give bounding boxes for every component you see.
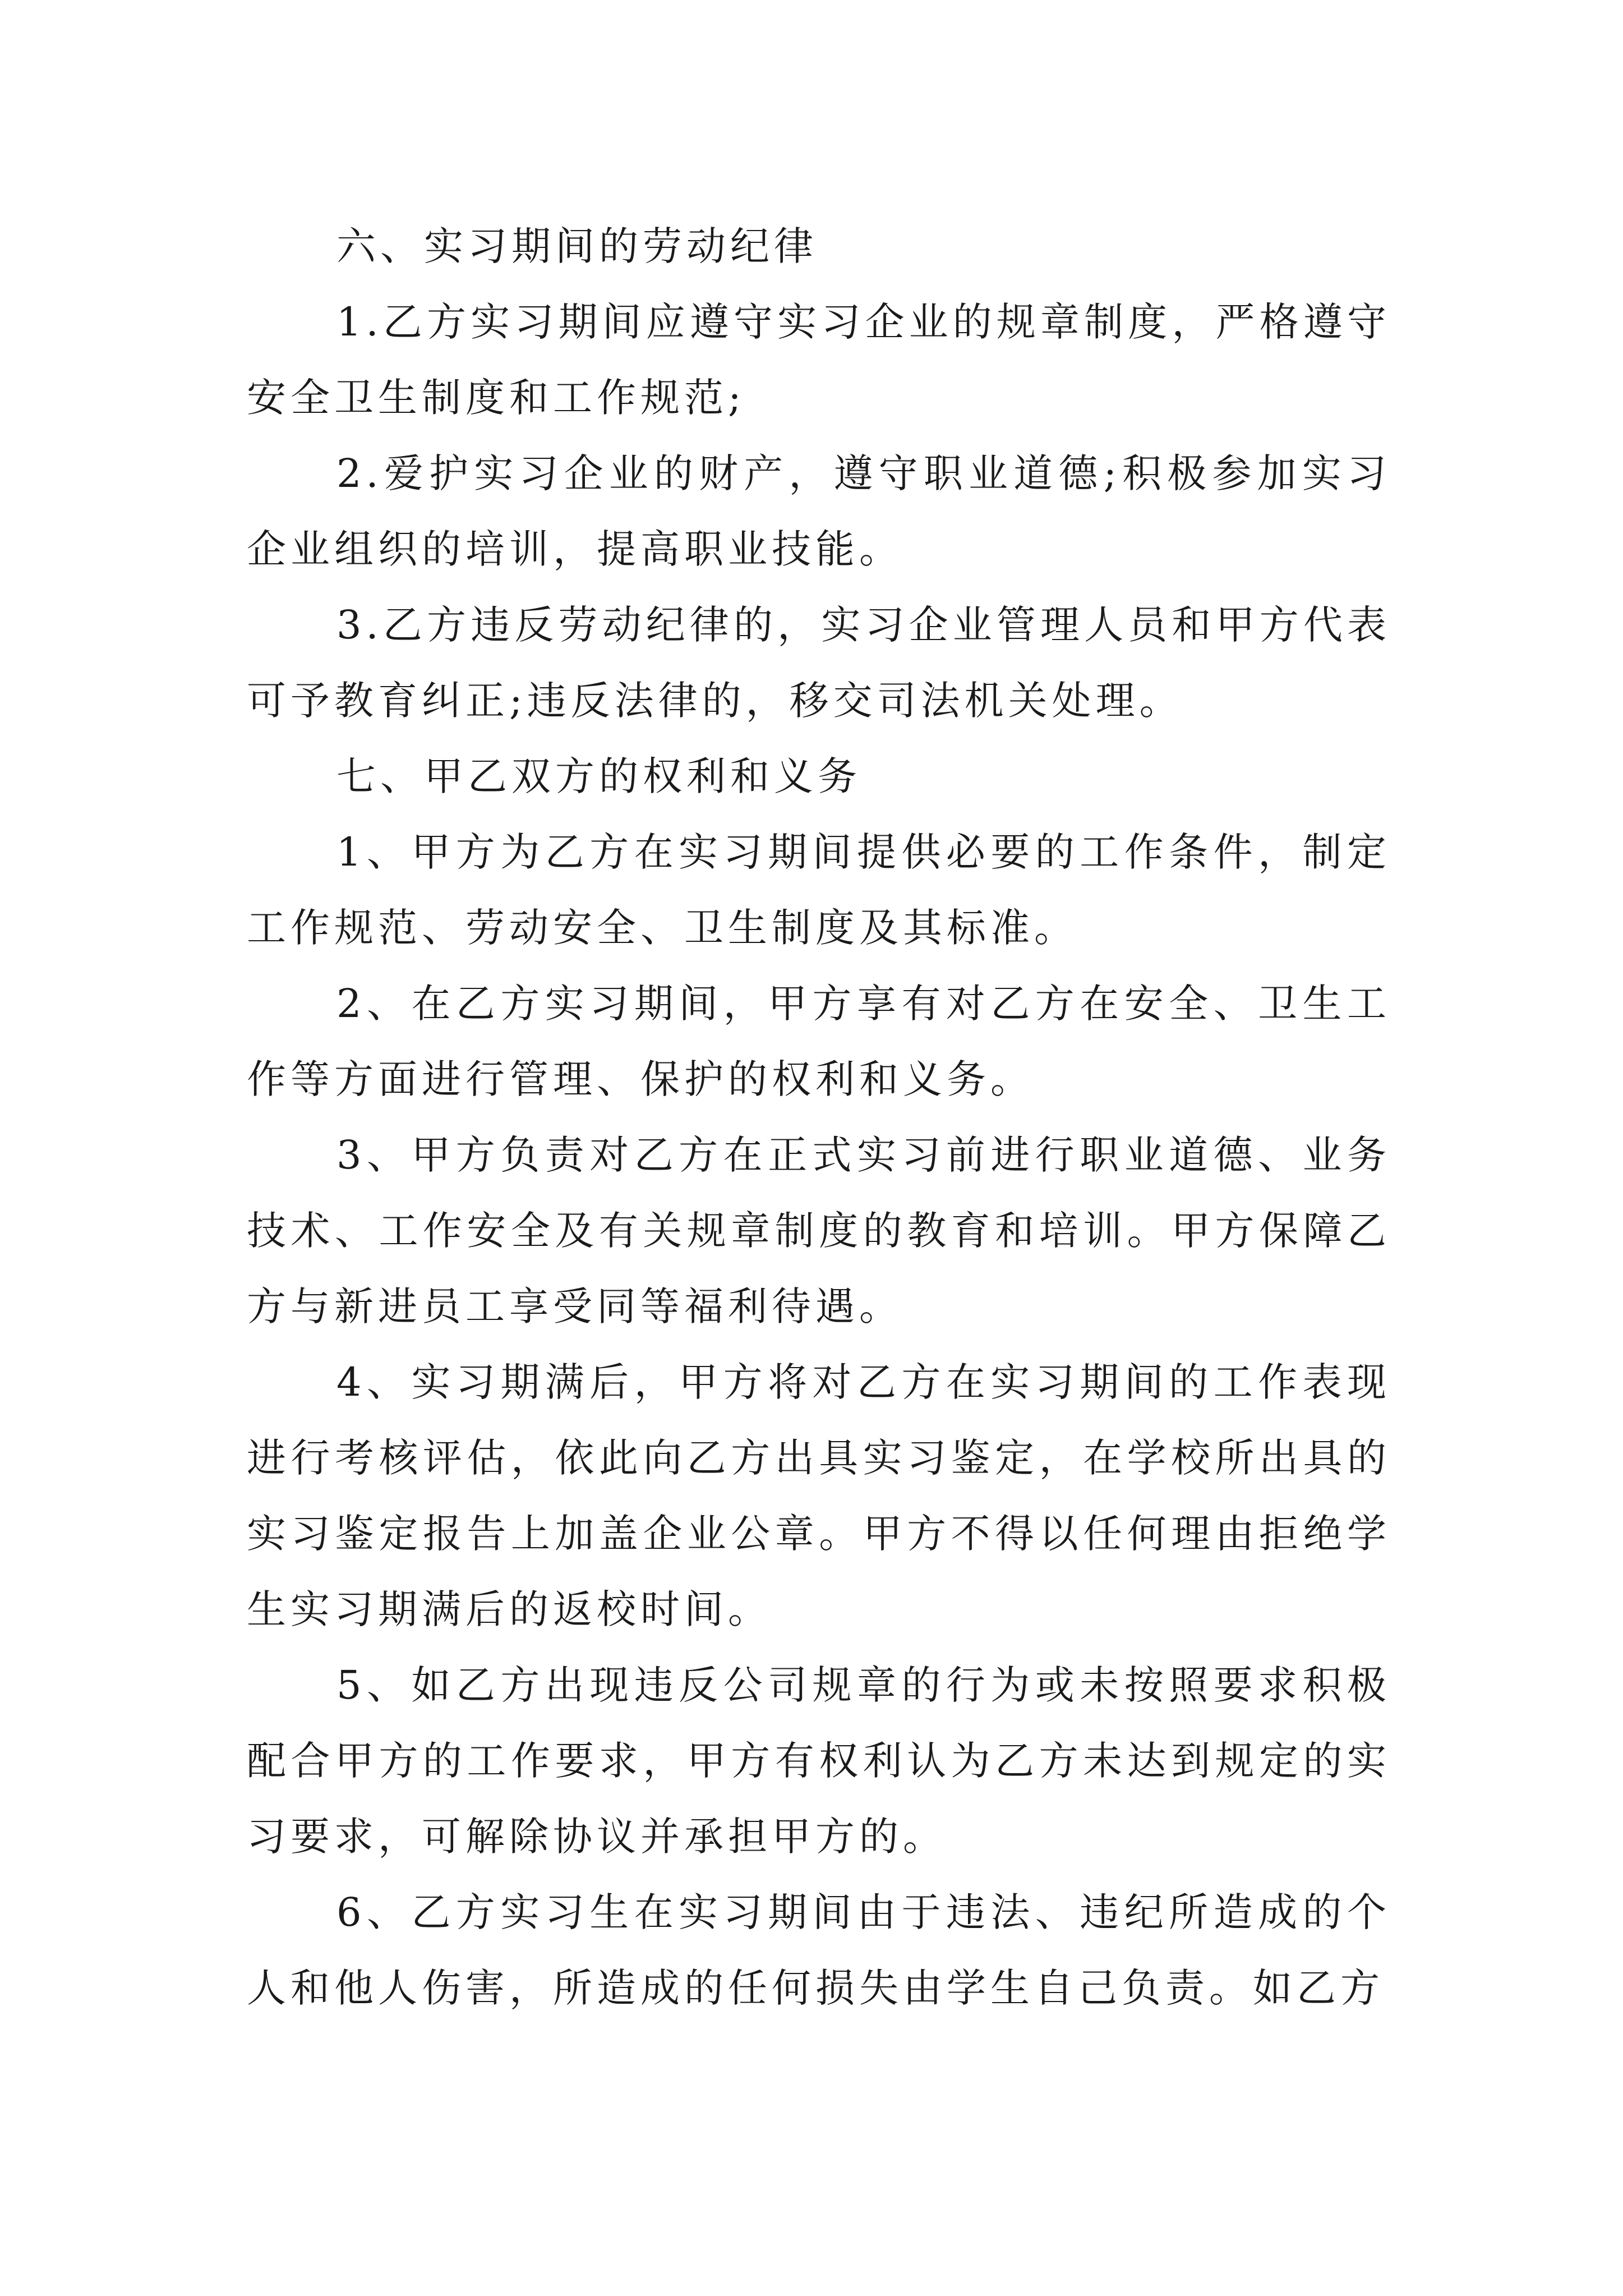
paragraph: 1、甲方为乙方在实习期间提供必要的工作条件，制定工作规范、劳动安全、卫生制度及其标准。 xyxy=(247,829,1391,951)
paragraph: 3.乙方违反劳动纪律的，实习企业管理人员和甲方代表可予教育纠正;违反法律的，移交司法机关处理。 xyxy=(247,602,1391,724)
section-heading-rights-obligations: 七、甲乙双方的权利和义务 xyxy=(336,753,861,799)
section-heading-labor-discipline: 六、实习期间的劳动纪律 xyxy=(336,223,818,269)
document-body xyxy=(247,209,1391,2026)
paragraph: 3、甲方负责对乙方在正式实习前进行职业道德、业务技术、工作安全及有关规章制度的教育和培训。甲方保障乙方与新进员工享受同等福利待遇。 xyxy=(247,1132,1391,1329)
paragraph: 2.爱护实习企业的财产，遵守职业道德;积极参加实习企业组织的培训，提高职业技能。 xyxy=(247,450,1391,572)
paragraph: 6、乙方实习生在实习期间由于违法、违纪所造成的个人和他人伤害，所造成的任何损失由学生自己负责。如乙方 xyxy=(247,1889,1391,2011)
paragraph: 4、实习期满后，甲方将对乙方在实习期间的工作表现进行考核评估，依此向乙方出具实习鉴定，在学校所出具的实习鉴定报告上加盖企业公章。甲方不得以任何理由拒绝学生实习期满后的返校时间。 xyxy=(247,1359,1391,1632)
paragraph: 2、在乙方实习期间，甲方享有对乙方在安全、卫生工作等方面进行管理、保护的权利和义务。 xyxy=(247,981,1391,1102)
paragraph: 1.乙方实习期间应遵守实习企业的规章制度，严格遵守安全卫生制度和工作规范; xyxy=(247,299,1391,421)
paragraph: 5、如乙方出现违反公司规章的行为或未按照要求积极配合甲方的工作要求，甲方有权利认为乙方未达到规定的实习要求，可解除协议并承担甲方的。 xyxy=(247,1662,1391,1860)
